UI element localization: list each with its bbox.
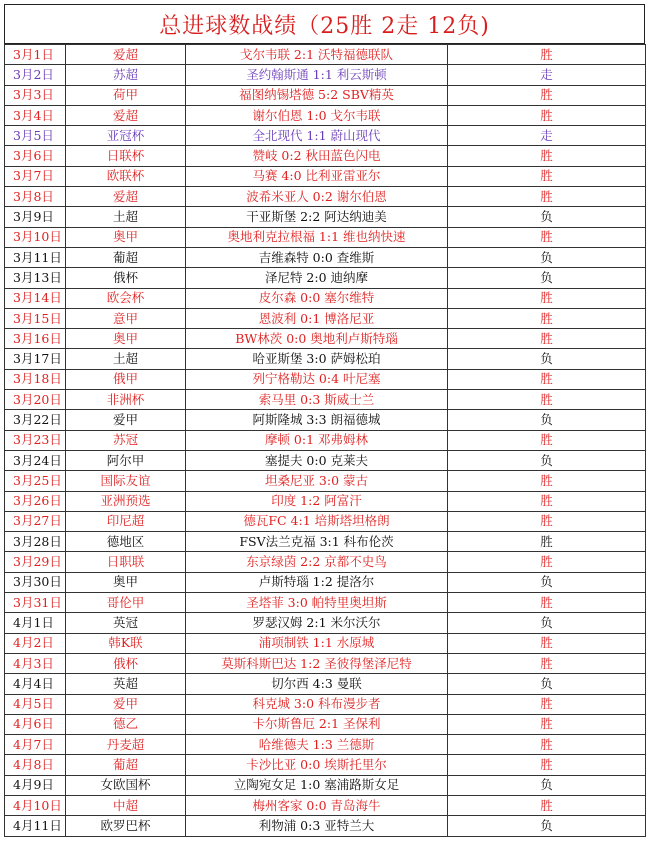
table-row [5,674,646,694]
table-row [5,471,646,491]
table-row [5,146,646,166]
table-row [5,572,646,592]
date-cell: 4月4日 [5,674,66,694]
match-score-cell: 莫斯科斯巴达 1:2 圣彼得堡泽尼特 [186,653,448,673]
match-score-cell: 浦项制铁 1:1 水原城 [186,633,448,653]
date-cell: 3月29日 [5,552,66,572]
table-row [5,329,646,349]
competition-cell: 奥甲 [66,227,186,247]
date-cell: 3月18日 [5,369,66,389]
table-row [5,207,646,227]
table-row [5,816,646,836]
table-row [5,410,646,430]
match-score-cell: 塞提夫 0:0 克莱夫 [186,450,448,470]
result-cell: 胜 [448,430,646,450]
table-row [5,268,646,288]
competition-cell: 女欧国杯 [66,775,186,795]
date-cell: 3月26日 [5,491,66,511]
match-score-cell: 印度 1:2 阿富汗 [186,491,448,511]
table-row [5,775,646,795]
result-cell: 负 [448,349,646,369]
match-score-cell: 卢斯特瑙 1:2 提洛尔 [186,572,448,592]
match-score-cell: 奥地利克拉根福 1:1 维也纳快速 [186,227,448,247]
competition-cell: 葡超 [66,247,186,267]
competition-cell: 韩K联 [66,633,186,653]
result-cell: 胜 [448,755,646,775]
competition-cell: 印尼超 [66,511,186,531]
result-cell: 胜 [448,187,646,207]
date-cell: 3月11日 [5,247,66,267]
date-cell: 3月6日 [5,146,66,166]
table-row [5,613,646,633]
date-cell: 3月15日 [5,308,66,328]
table-row [5,735,646,755]
competition-cell: 日职联 [66,552,186,572]
competition-cell: 德乙 [66,714,186,734]
result-cell: 胜 [448,85,646,105]
competition-cell: 丹麦超 [66,735,186,755]
match-score-cell: 哈亚斯堡 3:0 萨姆松珀 [186,349,448,369]
competition-cell: 葡超 [66,755,186,775]
match-score-cell: 摩顿 0:1 邓弗姆林 [186,430,448,450]
result-cell: 走 [448,126,646,146]
result-cell: 胜 [448,45,646,65]
date-cell: 4月9日 [5,775,66,795]
competition-cell: 爱甲 [66,694,186,714]
match-score-cell: 德瓦FC 4:1 培斯塔坦格朗 [186,511,448,531]
match-score-cell: 赞岐 0:2 秋田蓝色闪电 [186,146,448,166]
date-cell: 3月5日 [5,126,66,146]
competition-cell: 国际友谊 [66,471,186,491]
table-row [5,532,646,552]
date-cell: 3月9日 [5,207,66,227]
table-row [5,390,646,410]
competition-cell: 亚洲预选 [66,491,186,511]
match-score-cell: 立陶宛女足 1:0 塞浦路斯女足 [186,775,448,795]
result-cell: 胜 [448,105,646,125]
result-cell: 胜 [448,735,646,755]
date-cell: 3月27日 [5,511,66,531]
date-cell: 3月30日 [5,572,66,592]
date-cell: 4月11日 [5,816,66,836]
result-cell: 负 [448,410,646,430]
result-cell: 胜 [448,471,646,491]
match-score-cell: 卡沙比亚 0:0 埃斯托里尔 [186,755,448,775]
result-cell: 胜 [448,795,646,815]
match-score-cell: 圣塔菲 3:0 帕特里奥坦斯 [186,593,448,613]
date-cell: 3月31日 [5,593,66,613]
competition-cell: 奥甲 [66,572,186,592]
date-cell: 3月24日 [5,450,66,470]
match-score-cell: 吉维森特 0:0 查维斯 [186,247,448,267]
match-score-cell: 波希米亚人 0:2 谢尔伯恩 [186,187,448,207]
competition-cell: 苏超 [66,65,186,85]
competition-cell: 德地区 [66,532,186,552]
date-cell: 3月14日 [5,288,66,308]
result-cell: 胜 [448,146,646,166]
table-row [5,593,646,613]
competition-cell: 英超 [66,674,186,694]
result-cell: 负 [448,816,646,836]
table-row [5,795,646,815]
match-score-cell: 谢尔伯恩 1:0 戈尔韦联 [186,105,448,125]
competition-cell: 日联杯 [66,146,186,166]
result-cell: 胜 [448,491,646,511]
result-cell: 负 [448,268,646,288]
match-score-cell: BW林茨 0:0 奥地利卢斯特瑙 [186,329,448,349]
date-cell: 4月2日 [5,633,66,653]
table-row [5,85,646,105]
date-cell: 4月8日 [5,755,66,775]
result-cell: 胜 [448,308,646,328]
competition-cell: 欧会杯 [66,288,186,308]
match-score-cell: 索马里 0:3 斯威士兰 [186,390,448,410]
date-cell: 3月16日 [5,329,66,349]
table-row [5,105,646,125]
match-score-cell: 干亚斯堡 2:2 阿达纳迪美 [186,207,448,227]
competition-cell: 爱超 [66,187,186,207]
match-score-cell: 科克城 3:0 科布漫步者 [186,694,448,714]
date-cell: 3月7日 [5,166,66,186]
competition-cell: 哥伦甲 [66,593,186,613]
match-score-cell: 福图纳锡塔德 5:2 SBV精英 [186,85,448,105]
result-cell: 胜 [448,227,646,247]
date-cell: 3月8日 [5,187,66,207]
table-row [5,187,646,207]
match-score-cell: 梅州客家 0:0 青岛海牛 [186,795,448,815]
date-cell: 4月6日 [5,714,66,734]
date-cell: 3月13日 [5,268,66,288]
competition-cell: 土超 [66,349,186,369]
date-cell: 3月22日 [5,410,66,430]
competition-cell: 阿尔甲 [66,450,186,470]
date-cell: 3月10日 [5,227,66,247]
date-cell: 3月23日 [5,430,66,450]
result-cell: 胜 [448,288,646,308]
table-row [5,45,646,65]
result-cell: 负 [448,775,646,795]
table-row [5,126,646,146]
table-row [5,511,646,531]
result-cell: 胜 [448,714,646,734]
date-cell: 3月17日 [5,349,66,369]
date-cell: 4月5日 [5,694,66,714]
result-cell: 负 [448,674,646,694]
results-sheet [4,4,645,837]
match-score-cell: 阿斯隆城 3:3 朗福德城 [186,410,448,430]
result-cell: 胜 [448,369,646,389]
match-score-cell: 利物浦 0:3 亚特兰大 [186,816,448,836]
competition-cell: 爱甲 [66,410,186,430]
competition-cell: 俄甲 [66,369,186,389]
match-score-cell: 戈尔韦联 2:1 沃特福德联队 [186,45,448,65]
match-score-cell: 皮尔森 0:0 塞尔维特 [186,288,448,308]
match-score-cell: 圣约翰斯通 1:1 利云斯顿 [186,65,448,85]
match-score-cell: 切尔西 4:3 曼联 [186,674,448,694]
results-table-body [5,45,646,837]
table-row [5,349,646,369]
result-cell: 胜 [448,166,646,186]
table-row [5,450,646,470]
result-cell: 胜 [448,552,646,572]
competition-cell: 欧联杯 [66,166,186,186]
competition-cell: 亚冠杯 [66,126,186,146]
competition-cell: 奥甲 [66,329,186,349]
match-score-cell: 泽尼特 2:0 迪纳摩 [186,268,448,288]
table-row [5,491,646,511]
result-cell: 走 [448,65,646,85]
result-cell: 胜 [448,511,646,531]
table-row [5,430,646,450]
date-cell: 4月1日 [5,613,66,633]
competition-cell: 苏冠 [66,430,186,450]
table-row [5,308,646,328]
competition-cell: 俄杯 [66,268,186,288]
competition-cell: 俄杯 [66,653,186,673]
result-cell: 胜 [448,390,646,410]
match-score-cell: 哈维德夫 1:3 兰德斯 [186,735,448,755]
match-score-cell: 全北现代 1:1 蔚山现代 [186,126,448,146]
competition-cell: 意甲 [66,308,186,328]
date-cell: 4月10日 [5,795,66,815]
date-cell: 3月1日 [5,45,66,65]
table-row [5,288,646,308]
date-cell: 4月3日 [5,653,66,673]
result-cell: 胜 [448,633,646,653]
result-cell: 负 [448,572,646,592]
table-row [5,166,646,186]
table-row [5,369,646,389]
table-row [5,552,646,572]
date-cell: 3月2日 [5,65,66,85]
competition-cell: 荷甲 [66,85,186,105]
table-row [5,247,646,267]
result-cell: 负 [448,247,646,267]
results-table [4,44,646,837]
result-cell: 胜 [448,694,646,714]
competition-cell: 英冠 [66,613,186,633]
date-cell: 3月3日 [5,85,66,105]
match-score-cell: 罗瑟汉姆 2:1 米尔沃尔 [186,613,448,633]
table-row [5,633,646,653]
competition-cell: 非洲杯 [66,390,186,410]
match-score-cell: 坦桑尼亚 3:0 蒙古 [186,471,448,491]
result-cell: 胜 [448,532,646,552]
date-cell: 3月4日 [5,105,66,125]
date-cell: 3月25日 [5,471,66,491]
table-row [5,755,646,775]
match-score-cell: 东京绿茵 2:2 京都不史鸟 [186,552,448,572]
result-cell: 胜 [448,593,646,613]
competition-cell: 爱超 [66,105,186,125]
competition-cell: 爱超 [66,45,186,65]
match-score-cell: 卡尔斯鲁厄 2:1 圣保利 [186,714,448,734]
date-cell: 4月7日 [5,735,66,755]
table-row [5,227,646,247]
match-score-cell: 马赛 4:0 比利亚雷亚尔 [186,166,448,186]
competition-cell: 欧罗巴杯 [66,816,186,836]
result-cell: 负 [448,613,646,633]
table-row [5,714,646,734]
match-score-cell: 恩波利 0:1 博洛尼亚 [186,308,448,328]
sheet-title: 总进球数战绩（25胜 2走 12负) [4,4,645,44]
result-cell: 胜 [448,653,646,673]
date-cell: 3月20日 [5,390,66,410]
table-row [5,653,646,673]
competition-cell: 中超 [66,795,186,815]
table-row [5,65,646,85]
competition-cell: 土超 [66,207,186,227]
table-row [5,694,646,714]
result-cell: 负 [448,450,646,470]
result-cell: 胜 [448,329,646,349]
match-score-cell: FSV法兰克福 3:1 科布伦茨 [186,532,448,552]
match-score-cell: 列宁格勒达 0:4 叶尼塞 [186,369,448,389]
result-cell: 负 [448,207,646,227]
date-cell: 3月28日 [5,532,66,552]
